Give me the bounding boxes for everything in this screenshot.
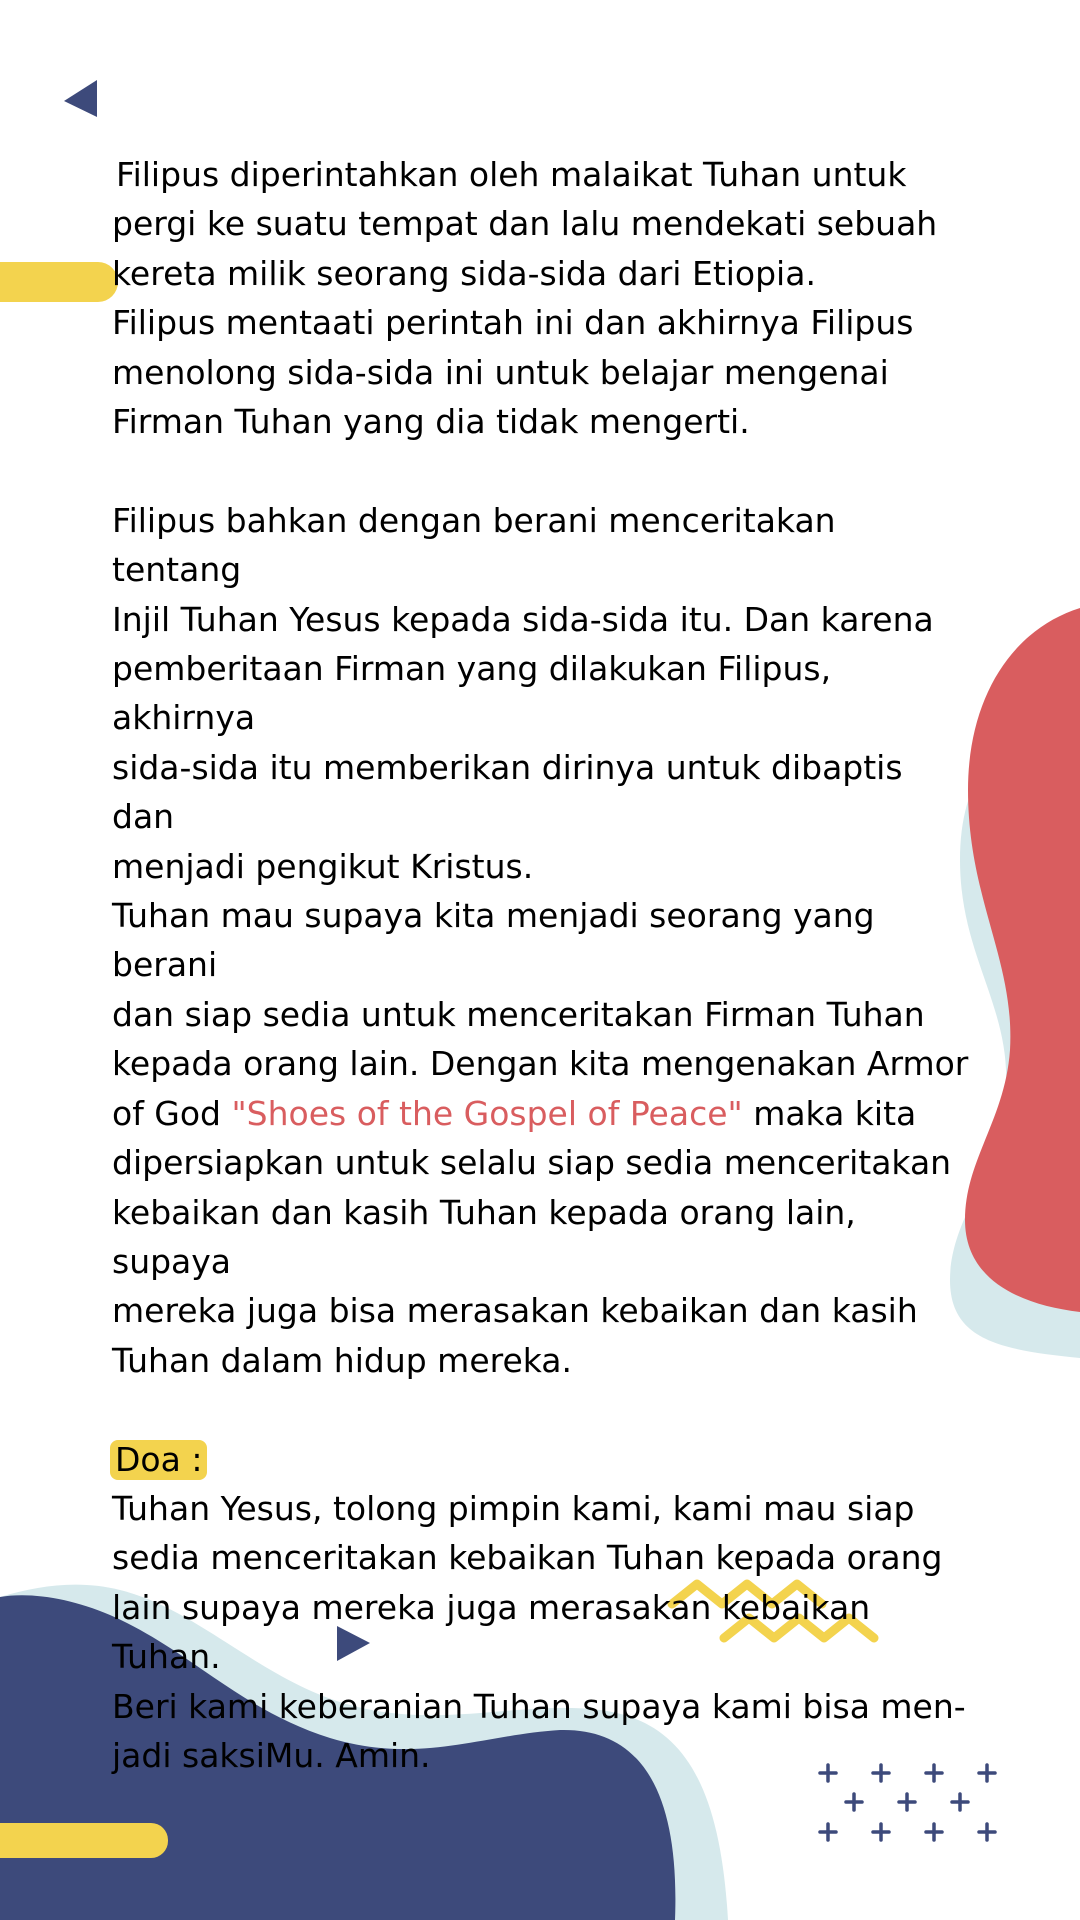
paragraph-armor-of-god — [112, 891, 972, 1385]
prayer-text: Tuhan Yesus, tolong pimpin kami, kami mau siap sedia menceritakan kebaikan Tuhan kepada orang lain supaya mereka juga merasakan kebaikan Tuhan. Beri kami keberanian Tuhan supaya kami bisa men- jadi saksiMu. Amin. — [112, 1488, 966, 1775]
yellow-pill-bar — [0, 262, 118, 302]
armor-quote: "Shoes of the Gospel of Peace" — [231, 1093, 743, 1133]
prayer-label: Doa : — [110, 1440, 207, 1480]
paragraph-intro-first-line: Filipus diperintahkan oleh malaikat Tuhan untuk — [116, 155, 907, 194]
paragraph-gospel: Filipus bahkan dengan berani menceritakan tentang Injil Tuhan Yesus kepada sida-sida itu. Dan karena pemberitaan Firman yang dilakukan Filipus, akhirnya sida-sida itu memberikan dirinya untuk dibaptis dan menjadi pengikut Kristus. — [112, 500, 934, 886]
triangle-icon — [64, 80, 97, 117]
spacer — [112, 446, 972, 495]
paragraph-armor-before-quote: Tuhan mau supaya kita menjadi seorang yang berani dan siap sedia untuk menceritakan Firman Tuhan kepada orang lain. Dengan kita mengenakan Armor of God — [112, 896, 969, 1133]
spacer — [112, 1385, 972, 1434]
paragraph-armor-after-quote: maka kita dipersiapkan untuk selalu siap sedia menceritakan kebaikan dan kasih Tuhan kepada orang lain, supaya mereka juga bisa merasakan kebaikan dan kasih Tuhan dalam hidup mereka. — [112, 1093, 952, 1380]
devotional-text — [112, 150, 972, 1780]
prayer-heading — [112, 1435, 972, 1484]
paragraph-intro-rest: pergi ke suatu tempat dan lalu mendekati sebuah kereta milik seorang sida-sida dari Etiopia. Filipus mentaati perintah ini dan akhirnya Filipus menolong sida-sida ini untuk belajar mengenai Firman Tuhan yang dia tidak mengerti. — [112, 204, 938, 442]
yellow-pill-bar — [0, 1823, 168, 1858]
paragraph-intro — [112, 150, 972, 446]
